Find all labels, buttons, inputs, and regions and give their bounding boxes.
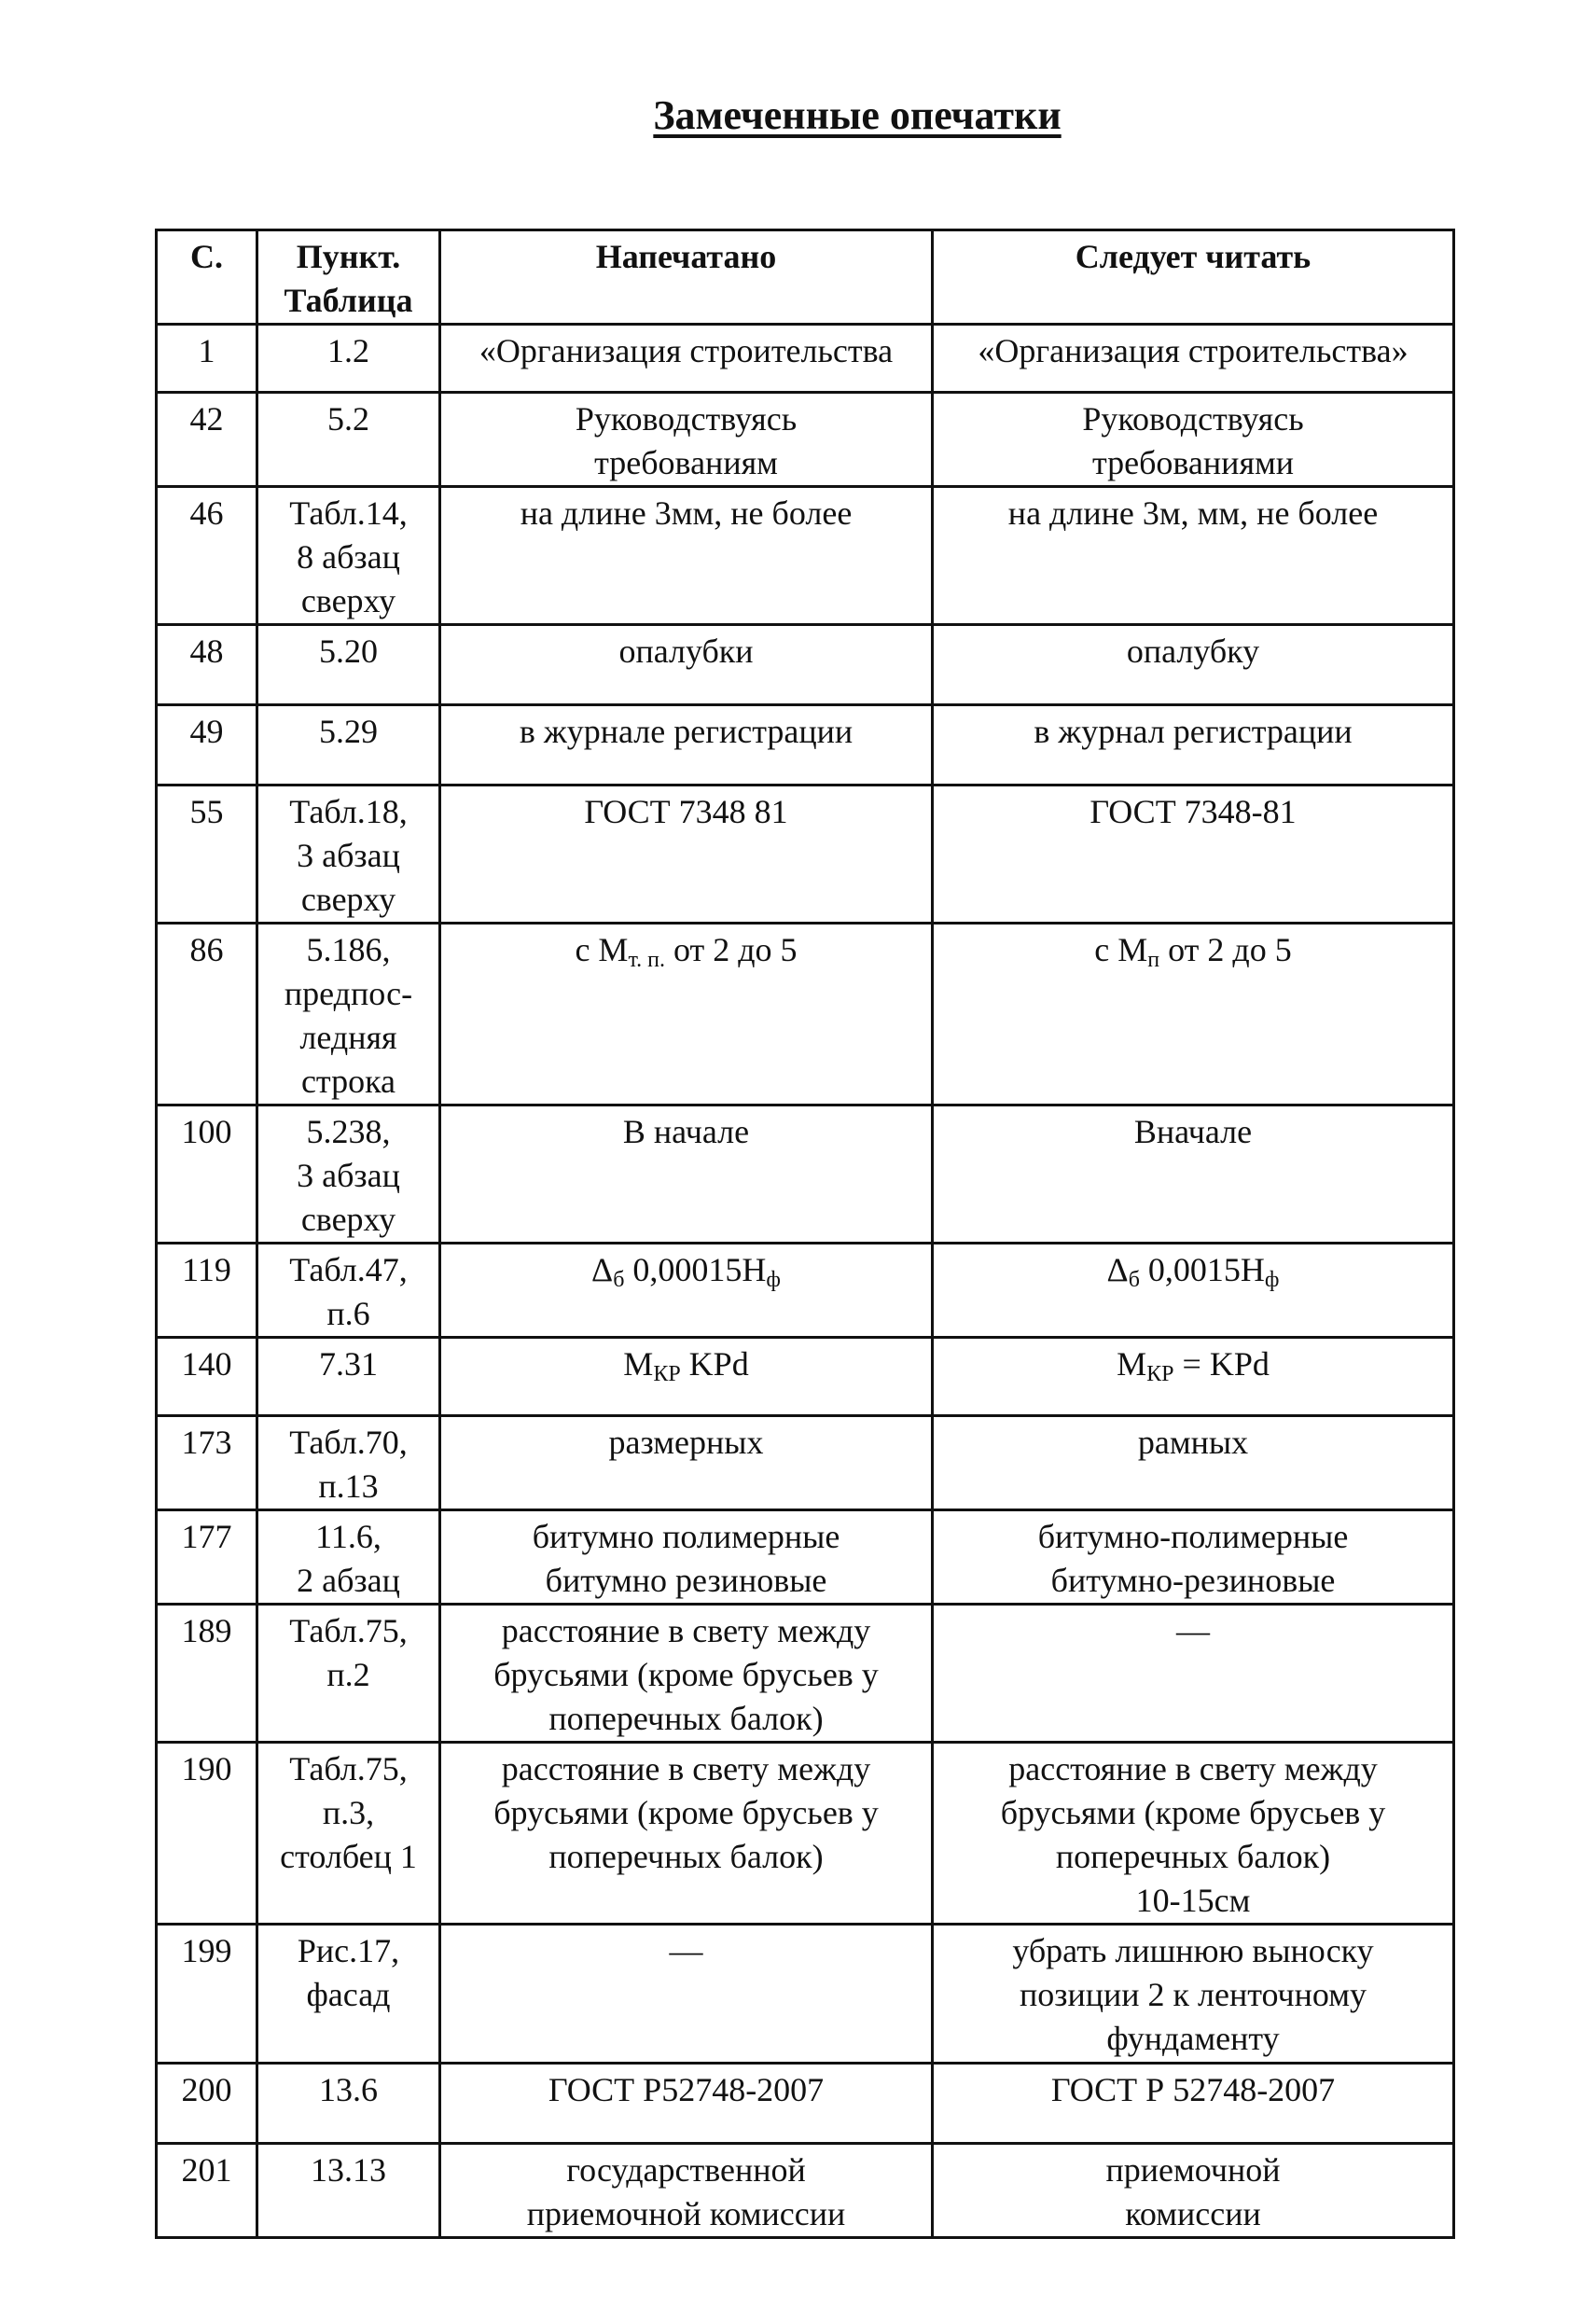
cell-item [257,487,440,625]
cell-line: расстояние в свету между [501,1612,871,1649]
subscript: ф [1264,1268,1280,1292]
cell-line: Руководствуясь [575,400,798,438]
cell-line: Рис.17, [297,1932,400,1969]
cell-page [157,2064,257,2144]
cell-item [257,1105,440,1244]
cell-line: 189 [181,1612,232,1649]
cell-line: ГОСТ Р52748-2007 [548,2071,825,2108]
cell-line: Табл.47, [289,1251,408,1288]
cell-item [257,924,440,1105]
cell-line: Табл.70, [289,1424,408,1461]
cell-printed [440,325,933,393]
cell-page [157,705,257,786]
cell-printed [440,1925,933,2064]
cell-line: сверху [300,1201,396,1238]
cell-item [257,1338,440,1416]
cell-page [157,325,257,393]
cell-line: 5.29 [319,713,378,750]
cell-line: 199 [181,1932,232,1969]
errata-table [155,229,1455,2239]
cell-printed [440,393,933,487]
cell-printed [440,625,933,705]
cell-page [157,786,257,924]
cell-correct [933,1244,1454,1338]
cell-line [445,1248,927,1292]
cell-line: — [1176,1612,1210,1649]
cell-line: в журнал регистрации [1034,713,1353,750]
cell-line: государственной [566,2151,806,2189]
cell-line: в журнале регистрации [519,713,854,750]
cell-line: 3 абзац [297,837,400,874]
cell-printed [440,1605,933,1743]
cell-line: 2 абзац [297,1562,400,1599]
cell-printed [440,786,933,924]
cell-printed [440,1416,933,1510]
cell-printed [440,1338,933,1416]
page-title: Замеченные опечатки [653,92,1062,138]
header-printed [440,230,933,325]
subscript: ф [766,1268,781,1292]
cell-line: 5.2 [327,400,369,438]
table-row [157,1510,1454,1605]
text-part: М [623,1345,654,1383]
cell-line: 100 [181,1113,232,1150]
cell-line: п.6 [326,1295,370,1332]
cell-line: «Организация строительства [479,332,894,369]
cell-page [157,487,257,625]
cell-correct [933,393,1454,487]
cell-line: 5.186, [306,931,391,968]
cell-line: битумно полимерные [532,1518,840,1555]
cell-printed [440,1105,933,1244]
cell-line: приемочной комиссии [526,2195,846,2232]
cell-line: 200 [181,2071,232,2108]
cell-line: Табл.14, [289,494,408,532]
text-part: 0,00015Н [624,1251,767,1288]
header-correct [933,230,1454,325]
cell-line: 3 абзац [297,1157,400,1194]
cell-line: требованиями [1091,444,1295,481]
cell-item [257,1743,440,1925]
cell-line: рамных [1137,1424,1249,1461]
cell-line: комиссии [1125,2195,1261,2232]
cell-line: поперечных балок) [548,1838,824,1875]
cell-line [937,1248,1449,1292]
cell-correct [933,1105,1454,1244]
cell-line: В начале [622,1113,750,1150]
text-part: 0,0015Н [1139,1251,1265,1288]
cell-page [157,2144,257,2238]
cell-line: ледняя [299,1019,397,1056]
cell-line: на длине 3мм, не более [520,494,853,532]
cell-item [257,1510,440,1605]
cell-line: п.2 [326,1656,370,1693]
cell-line: сверху [300,881,396,918]
table-row [157,1925,1454,2064]
cell-line: строка [300,1063,396,1100]
cell-line: п.3, [322,1794,375,1831]
cell-item [257,1925,440,2064]
cell-line: 55 [189,793,224,830]
cell-line: 140 [181,1345,232,1383]
cell-line: 11.6, [315,1518,382,1555]
cell-line: Пункт. [296,238,401,275]
cell-line: Табл.75, [289,1612,408,1649]
cell-page [157,924,257,1105]
cell-line: п.13 [318,1467,379,1505]
subscript: КР [1146,1362,1174,1386]
cell-correct [933,325,1454,393]
cell-correct [933,1605,1454,1743]
table-row [157,1244,1454,1338]
cell-item [257,2144,440,2238]
cell-line: приемочной [1105,2151,1281,2189]
text-part: Δ [591,1251,614,1288]
table-row [157,325,1454,393]
cell-line: поперечных балок) [548,1700,824,1737]
cell-line: 177 [181,1518,232,1555]
cell-item [257,786,440,924]
cell-line [445,1342,927,1386]
cell-line: Табл.18, [289,793,408,830]
table-row [157,393,1454,487]
cell-line: — [669,1932,703,1969]
cell-printed [440,1510,933,1605]
header-page [157,230,257,325]
subscript: т. п. [628,948,665,972]
cell-line: предпос- [284,975,413,1012]
text-part: М [1117,1345,1147,1383]
table-row [157,1105,1454,1244]
cell-correct [933,2144,1454,2238]
cell-item [257,1244,440,1338]
cell-line: 7.31 [319,1345,378,1383]
text-part: от 2 до 5 [1159,931,1292,968]
cell-line: 46 [189,494,224,532]
table-row [157,625,1454,705]
cell-line: Напечатано [595,238,777,275]
cell-line: на длине 3м, мм, не более [1007,494,1379,532]
cell-page [157,1105,257,1244]
cell-item [257,1605,440,1743]
cell-line: ГОСТ 7348-81 [1089,793,1297,830]
cell-correct [933,924,1454,1105]
cell-page [157,1925,257,2064]
cell-line [445,928,927,972]
table-row [157,705,1454,786]
cell-line: опалубку [1126,633,1260,670]
cell-correct [933,786,1454,924]
cell-page [157,625,257,705]
cell-printed [440,2144,933,2238]
cell-correct [933,1510,1454,1605]
cell-line: 201 [181,2151,232,2189]
cell-line: 86 [189,931,224,968]
cell-line: 1.2 [327,332,369,369]
cell-line: Руководствуясь [1082,400,1304,438]
cell-line: фундаменту [1106,2020,1280,2057]
cell-printed [440,924,933,1105]
cell-line: размерных [608,1424,764,1461]
table-header-row [157,230,1454,325]
cell-line: 173 [181,1424,232,1461]
cell-line: 8 абзац [297,538,400,576]
cell-line: 13.13 [311,2151,386,2189]
subscript: б [613,1268,625,1292]
header-item [257,230,440,325]
cell-correct [933,1338,1454,1416]
cell-line: битумно резиновые [545,1562,827,1599]
table-row [157,487,1454,625]
cell-line: опалубки [618,633,754,670]
cell-line: требованиям [594,444,778,481]
cell-line [937,1342,1449,1386]
cell-printed [440,1244,933,1338]
text-part: KPd [680,1345,749,1383]
cell-item [257,1416,440,1510]
cell-printed [440,705,933,786]
cell-page [157,1743,257,1925]
cell-line: 5.20 [319,633,378,670]
cell-line: брусьями (кроме брусьев у [493,1656,879,1693]
cell-item [257,625,440,705]
table-row [157,786,1454,924]
cell-line: сверху [300,582,396,619]
cell-line: 190 [181,1750,232,1787]
cell-line: 42 [189,400,224,438]
cell-line: убрать лишнюю выноску [1012,1932,1374,1969]
cell-printed [440,2064,933,2144]
text-part: с М [575,931,629,968]
table-row [157,1743,1454,1925]
subscript: КР [653,1362,681,1386]
cell-line: битумно-полимерные [1037,1518,1349,1555]
cell-correct [933,1925,1454,2064]
table-row [157,924,1454,1105]
cell-item [257,325,440,393]
cell-line: Табл.75, [289,1750,408,1787]
cell-line: фасад [306,1976,391,2013]
text-part: = KPd [1173,1345,1270,1383]
cell-line: 119 [182,1251,231,1288]
table-row [157,2064,1454,2144]
cell-line: 5.238, [306,1113,391,1150]
cell-line: расстояние в свету между [1008,1750,1378,1787]
cell-printed [440,487,933,625]
text-part: Δ [1106,1251,1129,1288]
text-part: с М [1094,931,1148,968]
cell-item [257,2064,440,2144]
cell-line: брусьями (кроме брусьев у [1000,1794,1386,1831]
cell-correct [933,705,1454,786]
table-row [157,1338,1454,1416]
cell-line: позиции 2 к ленточному [1019,1976,1367,2013]
cell-item [257,705,440,786]
cell-line: битумно-резиновые [1050,1562,1336,1599]
cell-line: Таблица [284,282,413,319]
cell-printed [440,1743,933,1925]
cell-line: 10-15см [1135,1882,1251,1919]
cell-page [157,1416,257,1510]
cell-correct [933,2064,1454,2144]
cell-page [157,1338,257,1416]
cell-line: столбец 1 [280,1838,417,1875]
subscript: б [1128,1268,1140,1292]
cell-line: Вначале [1133,1113,1253,1150]
cell-line: 13.6 [319,2071,378,2108]
cell-correct [933,1416,1454,1510]
cell-correct [933,625,1454,705]
table-row [157,2144,1454,2238]
cell-line: «Организация строительства» [978,332,1409,369]
cell-item [257,393,440,487]
cell-line: ГОСТ Р 52748-2007 [1050,2071,1336,2108]
cell-page [157,1510,257,1605]
cell-line [937,928,1449,972]
cell-page [157,393,257,487]
cell-line: брусьями (кроме брусьев у [493,1794,879,1831]
cell-correct [933,1743,1454,1925]
cell-correct [933,487,1454,625]
cell-line: ГОСТ 7348 81 [584,793,788,830]
cell-line: 49 [189,713,224,750]
cell-page [157,1605,257,1743]
text-part: от 2 до 5 [664,931,798,968]
cell-line: расстояние в свету между [501,1750,871,1787]
cell-line: поперечных балок) [1055,1838,1331,1875]
cell-page [157,1244,257,1338]
subscript: п [1147,948,1160,972]
table-row [157,1416,1454,1510]
cell-line: С. [190,238,223,275]
cell-line: 48 [189,633,224,670]
cell-line: 1 [198,332,215,369]
cell-line: Следует читать [1075,238,1311,275]
table-row [157,1605,1454,1743]
